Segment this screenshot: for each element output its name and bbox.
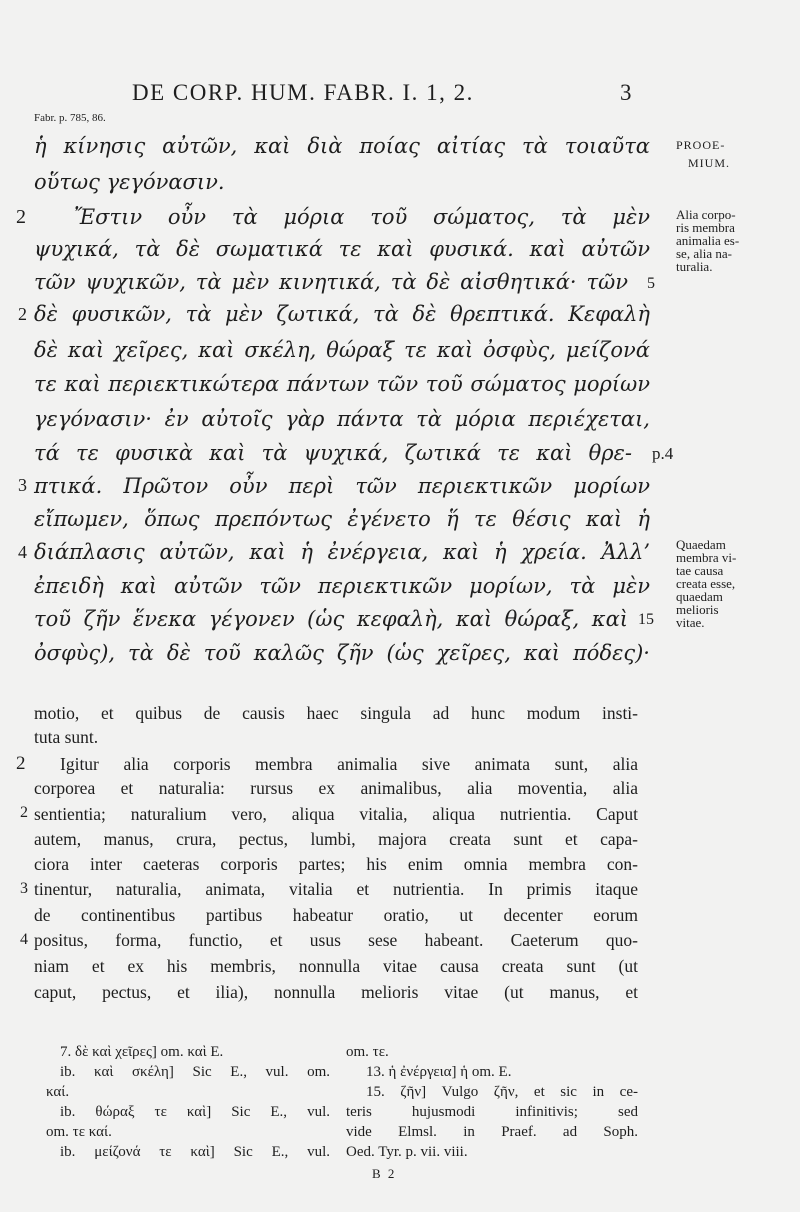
footnote-line: Oed. Tyr. p. vii. viii. [346,1144,468,1160]
margin-note [676,538,776,629]
greek-line: ἐπειδὴ καὶ αὐτῶν τῶν περιεκτικῶν μορίων, τὰ μὲν [34,574,650,598]
greek-line: Ἔστιν οὖν τὰ μόρια τοῦ σώματος, τὰ μὲν [74,205,650,229]
margin-note-line: membra vi- [676,550,737,565]
section-number: 3 [18,475,27,495]
page-reference: p.4 [652,444,674,463]
greek-line: πτικά. Πρῶτον οὖν περὶ τῶν περιεκτικῶν μορίων [34,474,650,498]
margin-note-line: vitae. [676,615,705,630]
latin-line: de continentibus partibus habeatur oratio, ut decenter eorum [34,905,638,925]
signature-mark: B 2 [372,1166,397,1181]
latin-line: caput, pectus, et ilia), nonnulla melioris vitae (ut manus, et [34,982,638,1002]
footnote-line: 13. ἡ ἐνέργεια] ἡ om. E. [366,1064,512,1080]
footnote-line: 15. ζῆν] Vulgo ζῆν, et sic in ce- [366,1084,638,1100]
greek-line: δὲ καὶ χεῖρες, καὶ σκέλη, θώραξ τε καὶ ὀσφὺς, μείζονά [34,338,650,362]
margin-heading-line: PROOE- [676,138,726,152]
line-number: 5 [647,275,655,292]
greek-line: τῶν ψυχικῶν, τὰ μὲν κινητικά, τὰ δὲ αἰσθητικά· τῶν [34,270,628,294]
margin-note [676,208,776,273]
footnote-line: ib. καὶ σκέλη] Sic E., vul. om. [60,1064,330,1080]
footnote-line: vide Elmsl. in Praef. ad Soph. [346,1124,638,1140]
margin-note-line: creata esse, [676,576,736,591]
section-number: 4 [18,542,27,562]
margin-note-line: tae causa [676,563,724,578]
section-number: 2 [16,206,26,228]
margin-heading-line: MIUM. [688,156,731,170]
greek-line: τοῦ ζῆν ἕνεκα γέγονεν (ὡς κεφαλὴ, καὶ θώραξ, καὶ [34,607,628,631]
greek-line: γεγόνασιν· ἐν αὐτοῖς γὰρ πάντα τὰ μόρια περιέχεται, [34,407,650,431]
line-number: 15 [638,611,654,628]
margin-heading [676,136,730,172]
section-number: 4 [20,931,28,948]
latin-line: corporea et naturalia: rursus ex animalibus, alia moventia, alia [34,778,638,798]
footnote-line: ib. μείζονά τε καὶ] Sic E., vul. [60,1144,330,1160]
greek-line: ψυχικά, τὰ δὲ σωματικά τε καὶ φυσικά. καὶ αὐτῶν [34,237,650,261]
page-number: 3 [620,80,632,105]
margin-note-line: Quaedam [676,537,726,552]
section-number: 2 [18,304,27,324]
section-number: 3 [20,880,28,897]
greek-line: εἴπωμεν, ὅπως πρεπόντως ἐγένετο ἥ τε θέσις καὶ ἡ [34,507,650,531]
margin-note-line: animalia es- [676,233,740,248]
greek-line: τά τε φυσικὰ καὶ τὰ ψυχικά, ζωτικά τε καὶ θρε- [34,441,632,465]
latin-line: niam et ex his membris, nonnulla vitae causa creata sunt (ut [34,956,638,976]
footnote-line: teris hujusmodi infinitivis; sed [346,1104,638,1120]
footnote-line: om. τε. [346,1044,389,1060]
latin-line: motio, et quibus de causis haec singula ad hunc modum insti- [34,703,638,723]
margin-note-line: quaedam [676,589,723,604]
margin-note-line: se, alia na- [676,246,732,261]
greek-line: οὕτως γεγόνασιν. [34,170,225,194]
margin-note-line: melioris [676,602,719,617]
greek-line: ὀσφὺς), τὰ δὲ τοῦ καλῶς ζῆν (ὡς χεῖρες, καὶ πόδες)· [34,641,650,665]
fabrica-reference: Fabr. p. 785, 86. [34,112,106,124]
greek-line: δὲ φυσικῶν, τὰ μὲν ζωτικά, τὰ δὲ θρεπτικά. Κεφαλὴ [34,302,650,326]
latin-line: autem, manus, crura, pectus, lumbi, majora creata sunt et capa- [34,829,638,849]
latin-line: tinentur, naturalia, animata, vitalia et nutrientia. In primis itaque [34,879,638,899]
greek-line: τε καὶ περιεκτικώτερα πάντων τῶν τοῦ σώματος μορίων [34,372,650,396]
greek-line: ἡ κίνησις αὐτῶν, καὶ διὰ ποίας αἰτίας τὰ τοιαῦτα [34,134,650,158]
running-header: DE CORP. HUM. FABR. I. 1, 2. [132,80,474,105]
latin-line: sentientia; naturalium vero, aliqua vitalia, aliqua nutrientia. Caput [34,804,638,824]
footnote-line: om. τε καί. [46,1124,112,1140]
footnote-line: 7. δὲ καὶ χεῖρες] om. καὶ E. [60,1044,224,1060]
section-number: 2 [16,753,26,774]
margin-note-line: Alia corpo- [676,207,736,222]
footnote-line: καί. [46,1084,70,1100]
latin-line: tuta sunt. [34,727,99,747]
latin-line: ciora inter caeteras corporis partes; his enim omnia membra con- [34,854,638,874]
margin-note-line: turalia. [676,259,713,274]
section-number: 2 [20,804,28,821]
latin-line: positus, forma, functio, et usus sese habeant. Caeterum quo- [34,930,638,950]
footnote-line: ib. θώραξ τε καὶ] Sic E., vul. [60,1104,330,1120]
greek-line: διάπλασις αὐτῶν, καὶ ἡ ἐνέργεια, καὶ ἡ χρεία. Ἀλλ’ [34,540,650,564]
margin-note-line: ris membra [676,220,735,235]
latin-line: Igitur alia corporis membra animalia sive animata sunt, alia [60,754,638,774]
